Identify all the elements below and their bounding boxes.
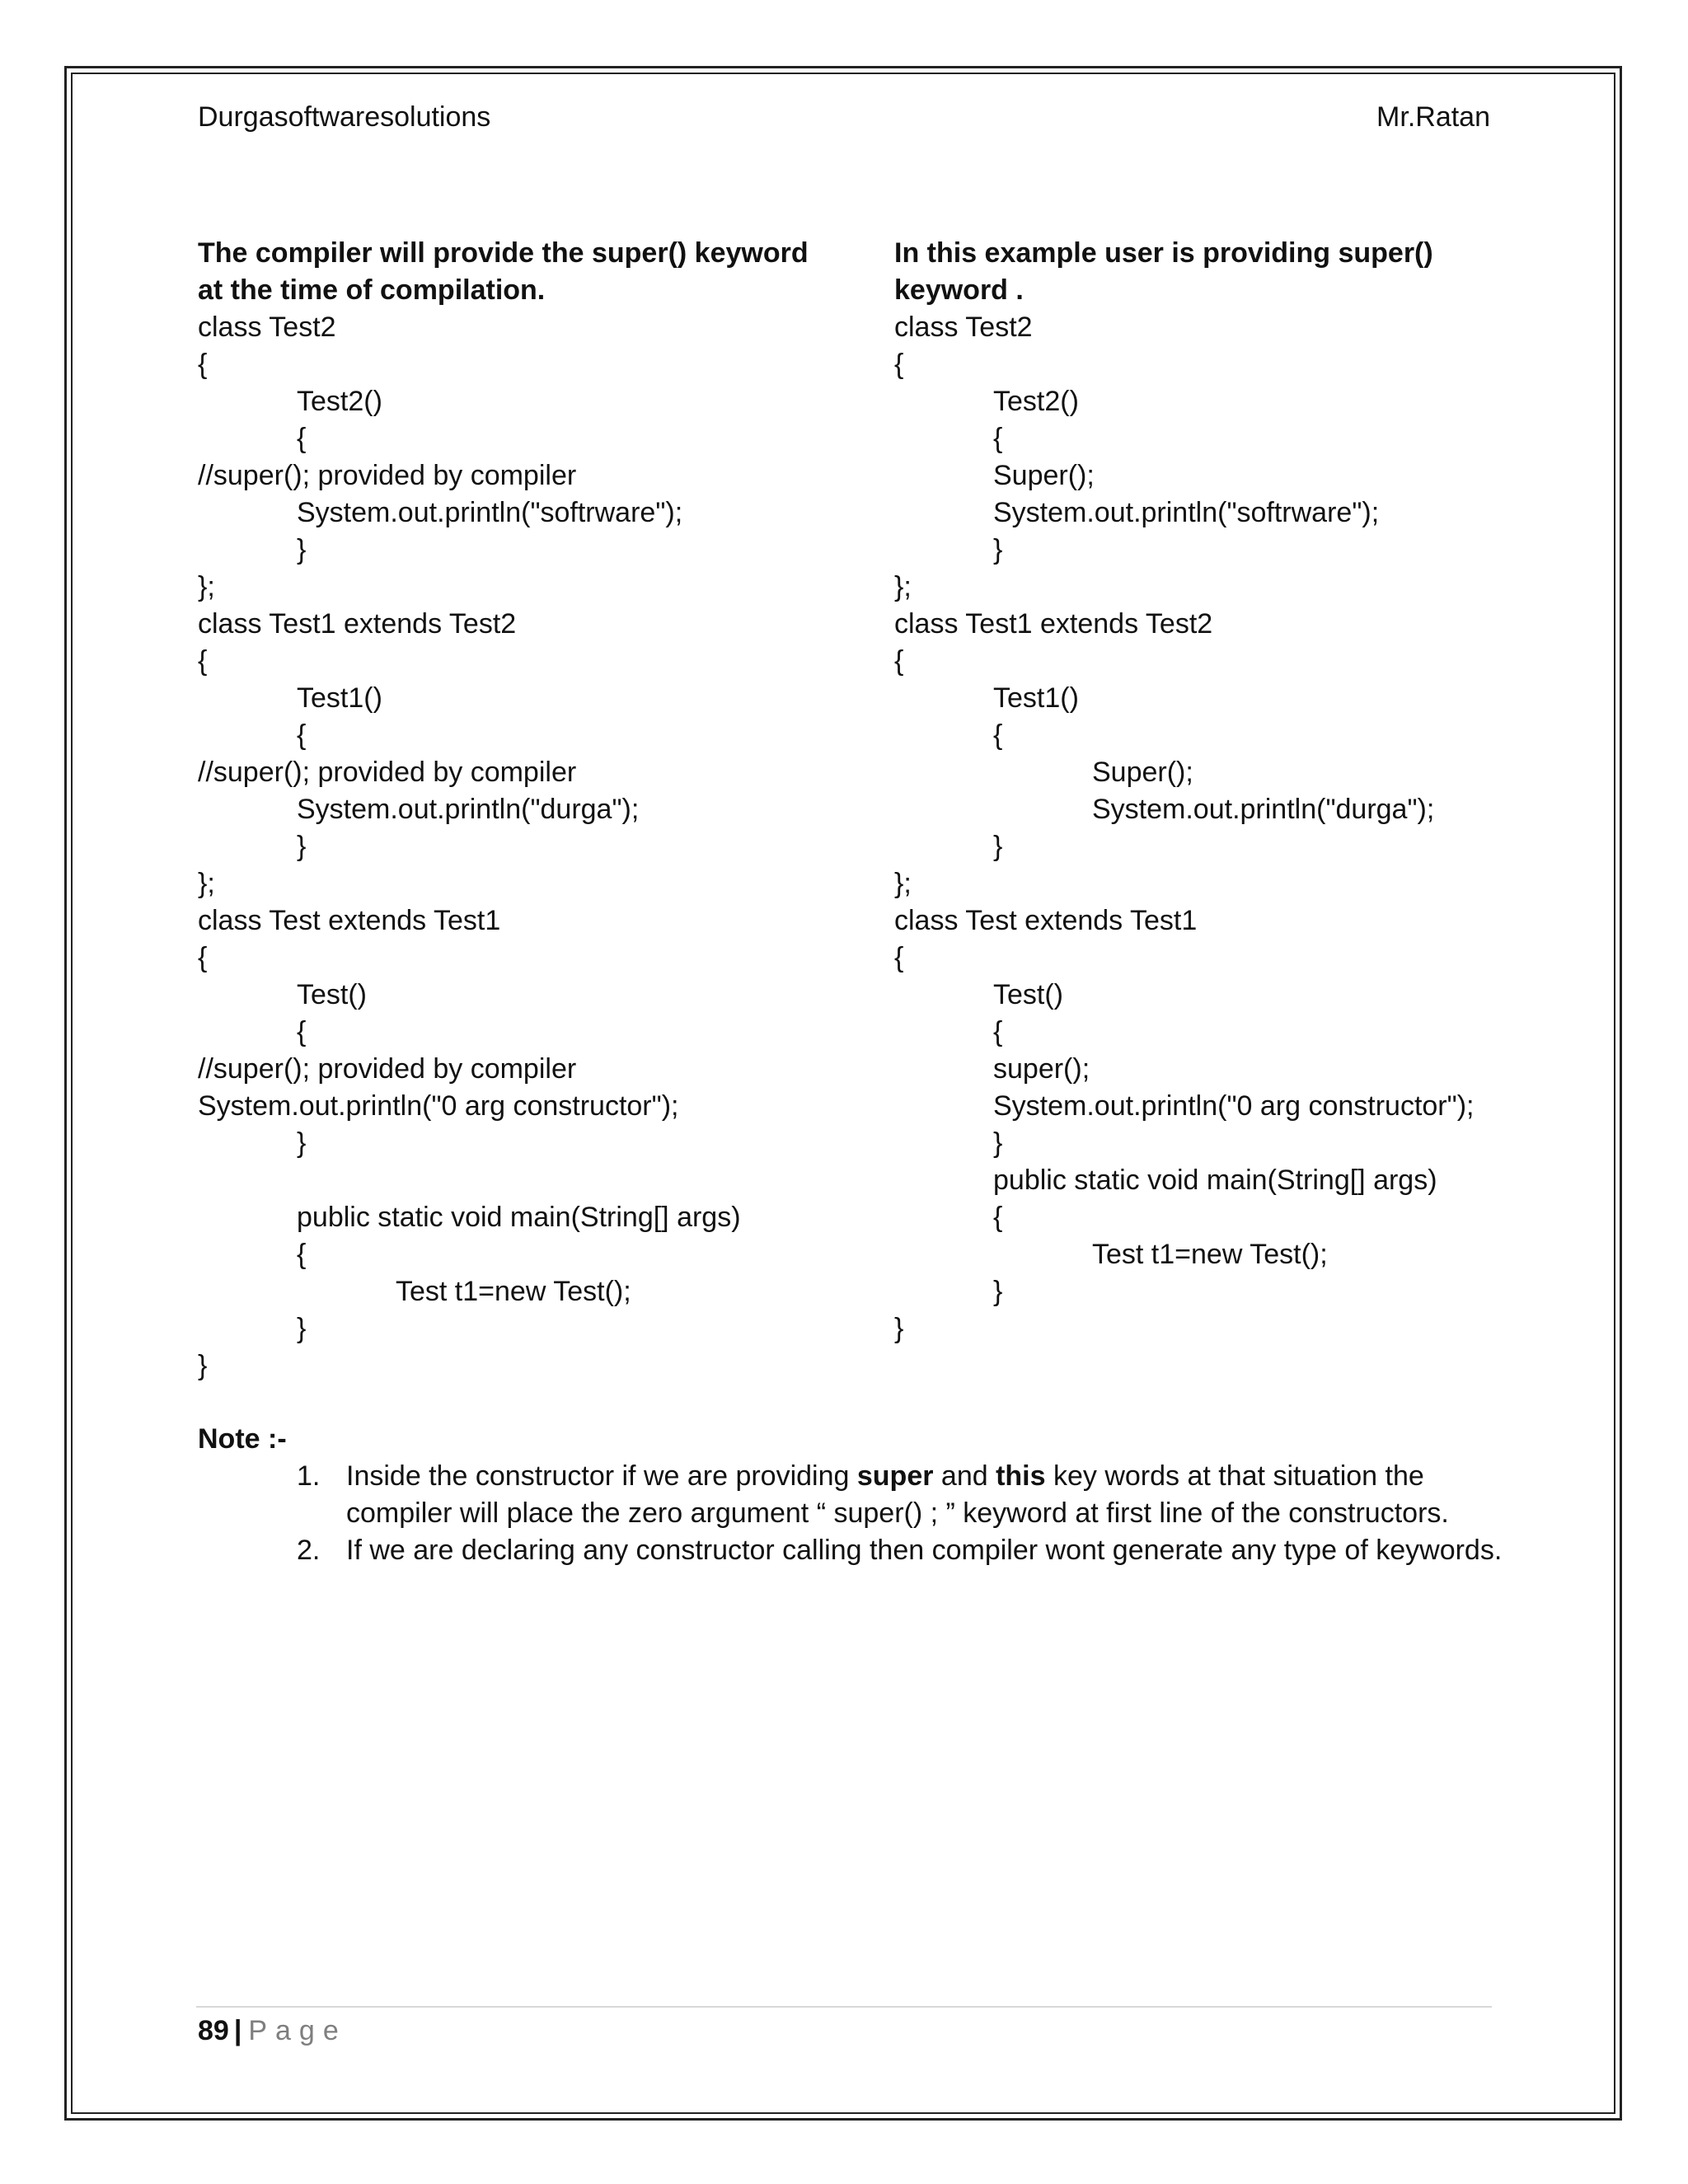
left-heading-line: The compiler will provide the super() keyword — [198, 237, 809, 269]
code-line: Test t1=new Test(); — [1092, 1239, 1328, 1270]
code-line: } — [993, 1127, 1003, 1159]
code-line: public static void main(String[] args) — [993, 1165, 1437, 1196]
code-line: { — [993, 719, 1003, 751]
code-line: { — [993, 1016, 1003, 1047]
page-number: 89 — [198, 2015, 229, 2046]
code-line: }; — [198, 571, 215, 602]
note-item — [198, 1458, 1508, 1532]
code-line: } — [297, 831, 307, 862]
code-line: { — [993, 423, 1003, 454]
note-section — [198, 1421, 1508, 1569]
code-line: { — [297, 1016, 307, 1047]
left-example-column — [198, 235, 857, 1385]
code-line: super(); — [993, 1053, 1090, 1085]
header-author: Mr.Ratan — [1376, 101, 1490, 133]
right-heading-line: keyword . — [894, 274, 1024, 306]
code-line: Test1() — [993, 682, 1079, 714]
code-line: Test() — [297, 979, 367, 1010]
note-text: key words at that situation the compiler will place the zero argument “ super() ; ” keyword at first line of the constructors. — [346, 1460, 1449, 1529]
code-line: } — [993, 831, 1003, 862]
code-line: { — [297, 1239, 307, 1270]
code-line: System.out.println("durga"); — [297, 794, 640, 825]
code-line: } — [297, 534, 307, 565]
code-line: System.out.println("softrware"); — [993, 497, 1380, 528]
note-item-number: 1. — [297, 1460, 321, 1492]
code-line: class Test extends Test1 — [894, 905, 1198, 936]
code-line: Test1() — [297, 682, 382, 714]
code-line: class Test extends Test1 — [198, 905, 501, 936]
code-line: System.out.println("0 arg constructor"); — [993, 1090, 1475, 1122]
note-text: If we are declaring any constructor calling then compiler wont generate any type of keywords. — [346, 1535, 1503, 1566]
code-line: }; — [198, 868, 215, 899]
code-line: }; — [894, 571, 912, 602]
code-line: { — [894, 645, 904, 677]
code-line: Super(); — [993, 460, 1095, 491]
code-line: { — [894, 349, 904, 380]
note-item — [198, 1532, 1508, 1569]
note-keyword-super: super — [856, 1460, 934, 1492]
footer-divider — [196, 2006, 1492, 2008]
code-line: } — [894, 1313, 904, 1344]
page-label: Page — [248, 2015, 347, 2046]
code-line: { — [198, 942, 208, 973]
note-item-number: 2. — [297, 1535, 321, 1566]
right-heading-line: In this example user is providing super() — [894, 237, 1433, 269]
page-footer — [198, 2013, 347, 2050]
code-line: class Test2 — [198, 312, 336, 343]
code-line: class Test1 extends Test2 — [894, 608, 1213, 640]
code-line: } — [993, 534, 1003, 565]
code-line: System.out.println("softrware"); — [297, 497, 683, 528]
note-text: Inside the constructor if we are providing — [346, 1460, 857, 1492]
code-line: public static void main(String[] args) — [297, 1202, 741, 1233]
code-line: { — [993, 1202, 1003, 1233]
code-line: class Test2 — [894, 312, 1033, 343]
code-line: } — [297, 1127, 307, 1159]
code-blank-line — [198, 1162, 857, 1199]
code-line: System.out.println("0 arg constructor"); — [198, 1090, 679, 1122]
code-comment-line: //super(); provided by compiler — [198, 1053, 577, 1085]
code-line: { — [198, 349, 208, 380]
code-line: Super(); — [1092, 757, 1193, 788]
code-line: class Test1 extends Test2 — [198, 608, 517, 640]
note-list — [198, 1458, 1508, 1569]
right-example-column — [894, 235, 1521, 1347]
code-line: System.out.println("durga"); — [1092, 794, 1435, 825]
code-comment-line: //super(); provided by compiler — [198, 757, 577, 788]
code-line: Test2() — [297, 386, 382, 417]
code-line: } — [198, 1350, 208, 1381]
code-line: } — [297, 1313, 307, 1344]
code-line: { — [297, 423, 307, 454]
note-title: Note :- — [198, 1423, 287, 1455]
code-comment-line: //super(); provided by compiler — [198, 460, 577, 491]
left-heading-line: at the time of compilation. — [198, 274, 546, 306]
code-line: { — [894, 942, 904, 973]
code-line: { — [198, 645, 208, 677]
code-line: { — [297, 719, 307, 751]
code-line: }; — [894, 868, 912, 899]
note-text: and — [933, 1460, 996, 1492]
code-line: Test2() — [993, 386, 1079, 417]
note-keyword-this: this — [996, 1460, 1046, 1492]
code-line: Test() — [993, 979, 1063, 1010]
header-company: Durgasoftwaresolutions — [198, 101, 491, 133]
code-line: Test t1=new Test(); — [396, 1276, 631, 1307]
footer-separator: | — [233, 2015, 242, 2046]
code-line: } — [993, 1276, 1003, 1307]
